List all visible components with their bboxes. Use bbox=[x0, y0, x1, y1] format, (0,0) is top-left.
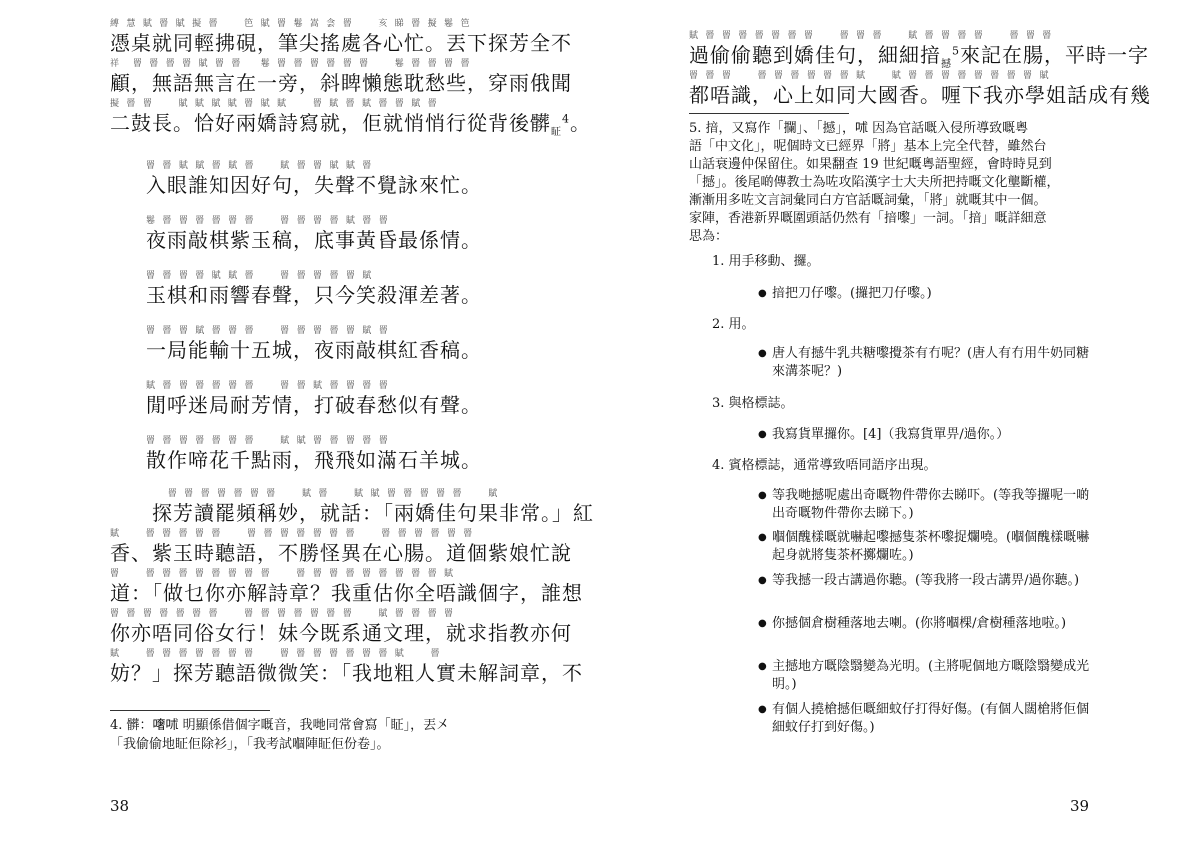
footnote-line: 思為： bbox=[689, 229, 729, 244]
footnote-line: 4. 髒：𠾏𠰲 明顯係借個字嘅音，我哋同常會寫「眐」，丟㐅 bbox=[110, 718, 450, 733]
gloss-line: 罾 罾 罾 罾 罾 罾 罾 賦 罾 賦 賦 罾 罾 罾 罾 罾 賦 bbox=[110, 489, 499, 499]
example-text: 你撼個倉樹種落地去喇。(你將嗰棵/倉樹種落地啦。) bbox=[772, 616, 1067, 631]
gloss-line: 賦 罾 罾 罾 罾 罾 罾 罾 罾 罾 罾 罾 罾 罾 罾 賦 罾 bbox=[110, 649, 441, 659]
footnote-line: 「撼」。後尾啲傳教士為咗攻陷漢字士大夫所把持嘅文化壟斷權， bbox=[689, 175, 1060, 190]
footnote-4 bbox=[110, 716, 530, 754]
example-text: 揞把刀仔嚟。(攞把刀仔嚟。) bbox=[772, 286, 932, 301]
bullet-icon: ● bbox=[758, 348, 767, 359]
gloss-line: 罾 罾 罾 賦 罾 罾 罾 罾 罾 罾 罾 罾 賦 罾 bbox=[146, 326, 389, 336]
footnote-ref-4: 4 bbox=[562, 112, 570, 126]
example-item bbox=[758, 658, 1102, 694]
text-line: 妨？」探芳聽語微微笑：「我地粗人實未解詞章，不 bbox=[110, 661, 583, 685]
list-label: 賓格標誌，通常導致唔同語序出現。 bbox=[728, 458, 937, 473]
definition-3 bbox=[712, 395, 794, 413]
list-number: 4. bbox=[712, 458, 725, 473]
bullet-icon: ● bbox=[758, 490, 767, 501]
footnote-rule bbox=[110, 710, 270, 711]
poem-line: 入眼誰知因好句，失聲不覺詠來忙。 bbox=[146, 173, 482, 197]
text-span: 過偷偷聽到嬌佳句，細細揞 bbox=[689, 43, 941, 67]
gloss-line: 賦 罾 罾 罾 罾 罾 罾 罾 罾 罾 罾 賦 罾 罾 罾 罾 罾 罾 罾 bbox=[689, 31, 1053, 41]
list-label: 用。 bbox=[728, 317, 755, 332]
footnote-line: 家陣，香港新界嘅圍頭話仍然有「揞嚟」一詞。「揞」嘅詳細意 bbox=[689, 211, 1047, 226]
gloss-line: 縛 慧 賦 罾 賦 擬 罾 笆 賦 罾 鬈 嵩 侌 罾 亥 睇 罾 擬 鬈 笆 bbox=[110, 19, 471, 29]
footnote-line: 漸漸用多咗文言詞彙同白方官話嘅詞彙，「將」就嘅其中一個。 bbox=[689, 193, 1047, 208]
poem-line: 一局能輸十五城，夜雨敲棋紅香稿。 bbox=[146, 338, 482, 362]
example-item bbox=[758, 426, 1102, 444]
list-number: 1. bbox=[712, 254, 725, 269]
text-line: 憑桌就同輕拂硯，筆尖搖處各心忙。丟下探芳全不 bbox=[110, 31, 572, 55]
annotation-sub: 眐 bbox=[551, 127, 562, 138]
example-item bbox=[758, 487, 1102, 523]
bullet-icon: ● bbox=[758, 618, 767, 629]
text-line: 都唔識，心上如同大國香。喱下我亦學姐話成有幾 bbox=[689, 83, 1151, 107]
example-item bbox=[758, 572, 1102, 590]
footnote-line: 5. 揞，又寫作「攔」、「撼」，𠰲 因為官話嘅入侵所導致嘅粵 bbox=[689, 121, 1029, 136]
example-text: 等我撼一段古講過你聽。(等我將一段古講畀/過你聽。) bbox=[772, 573, 1080, 588]
poem-line: 閒呼迷局耐芳情，打破春愁似有聲。 bbox=[146, 393, 482, 417]
poem-line: 夜雨敲棋紫玉稿，底事黃昏最係情。 bbox=[146, 228, 482, 252]
list-number: 2. bbox=[712, 317, 725, 332]
example-text: 嗰個醜樣嘅就嚇起嚟撼隻茶杯嚟捉爛嘵。(嗰個醜樣嘅嚇起身就將隻茶杯擲爛咗。) bbox=[772, 530, 1090, 563]
text-line: 香、紫玉時聽語，不勝怪異在心腸。道個紫娘忙說 bbox=[110, 541, 572, 565]
paragraph-1 bbox=[110, 18, 591, 136]
list-label: 與格標誌。 bbox=[728, 396, 794, 411]
gloss-line: 罾 罾 罾 罾 罾 罾 罾 賦 賦 罾 罾 罾 罾 罾 bbox=[146, 436, 389, 446]
example-item bbox=[758, 529, 1102, 565]
text-span: 來記在腸，平時一字 bbox=[960, 43, 1149, 67]
example-item bbox=[758, 701, 1102, 737]
bullet-icon: ● bbox=[758, 575, 767, 586]
top-text bbox=[689, 30, 1151, 108]
footnote-line: 山話衰邊仲保留住。如果翻查 19 世紀嘅粵語聖經，會時時見到 bbox=[689, 157, 1052, 172]
example-text: 有個人撓槍撼佢嘅細蚊仔打得好傷。(有個人闊槍將佢個細蚊仔打到好傷。) bbox=[772, 702, 1090, 735]
annotated-char: 髒 bbox=[530, 111, 551, 135]
footnote-rule bbox=[689, 113, 849, 114]
text-line: 顧，無語無言在一旁，斜睥懶態耽愁些，穿雨俄聞 bbox=[110, 71, 572, 95]
example-item bbox=[758, 345, 1102, 381]
list-label: 用手移動、攞。 bbox=[728, 254, 820, 269]
annotation-sub: 撼 bbox=[941, 59, 952, 70]
bullet-icon: ● bbox=[758, 704, 767, 715]
page-number: 39 bbox=[1070, 797, 1090, 815]
gloss-line: 罾 罾 賦 賦 罾 賦 罾 賦 罾 罾 賦 賦 罾 bbox=[146, 161, 373, 171]
footnote-5 bbox=[689, 120, 1094, 246]
example-text: 我寫貨單攞你。[4]（我寫貨單畀/過你。） bbox=[772, 427, 1010, 442]
gloss-line: 罾 罾 罾 罾 賦 賦 罾 罾 罾 罾 罾 罾 賦 bbox=[146, 271, 373, 281]
text-line: 道：「做乜你亦解詩章？我重估你全唔識個字，誰想 bbox=[110, 581, 583, 605]
example-item bbox=[758, 285, 1102, 303]
example-item bbox=[758, 615, 1102, 633]
poem bbox=[146, 160, 482, 473]
example-text: 主撼地方嘅陰翳變為光明。(主將呢個地方嘅陰翳變成光明。) bbox=[772, 659, 1090, 692]
footnote-line: 語「中文化」，呢個時文已經界「將」基本上完全代替，雖然台 bbox=[689, 139, 1047, 154]
text-line bbox=[689, 42, 1151, 68]
list-number: 3. bbox=[712, 396, 725, 411]
text-span: 。 bbox=[570, 111, 591, 135]
bullet-icon: ● bbox=[758, 532, 767, 543]
gloss-line: 罾 罾 罾 罾 罾 罾 罾 罾 罾 賦 賦 罾 罾 罾 罾 罾 罾 罾 罾 賦 bbox=[689, 71, 1050, 81]
poem-line: 散作啼花千點雨，飛飛如滿石羊城。 bbox=[146, 448, 482, 472]
gloss-line: 罾 罾 罾 罾 罾 罾 罾 罾 罾 罾 罾 罾 罾 罾 罾 罾 罾 罾 賦 bbox=[110, 569, 455, 579]
text-line: 探芳讀罷頻稱妙，就話：「兩嬌佳句果非常。」紅 bbox=[110, 501, 594, 525]
footnote-ref-5: 5 bbox=[952, 44, 960, 58]
gloss-line: 賦 罾 罾 罾 罾 罾 罾 罾 罾 賦 罾 罾 罾 罾 bbox=[146, 381, 389, 391]
gloss-line: 賦 罾 罾 罾 罾 罾 罾 罾 罾 罾 罾 罾 罾 罾 罾 罾 罾 罾 罾 bbox=[110, 529, 474, 539]
text-span: 二鼓長。恰好兩嬌詩寫就，佢就悄悄行從背後 bbox=[110, 111, 530, 135]
example-text: 等我哋撼呢處出奇嘅物件帶你去睇吓。(等我等攞呢一啲出奇嘅物件帶你去睇下。) bbox=[772, 488, 1090, 521]
definition-1 bbox=[712, 253, 820, 271]
poem-line: 玉棋和雨響春聲，只今笑殺渾差著。 bbox=[146, 283, 482, 307]
gloss-line: 罾 罾 罾 罾 罾 罾 罾 罾 罾 罾 罾 罾 罾 罾 賦 罾 罾 罾 罾 bbox=[110, 609, 455, 619]
right-page bbox=[600, 0, 1200, 848]
bullet-icon: ● bbox=[758, 429, 767, 440]
text-line bbox=[110, 110, 591, 136]
paragraph-2 bbox=[110, 488, 594, 686]
example-text: 唐人有撼牛乳共糖嚟攪茶有冇呢？(唐人有冇用牛奶同糖來溝茶呢？) bbox=[772, 346, 1090, 379]
footnote-line: 「我偷偷地眐佢除衫」，「我考試嗰陣眐佢份卷」。 bbox=[110, 737, 390, 752]
page-number: 38 bbox=[110, 797, 130, 815]
gloss-line: 祥 罾 罾 罾 罾 賦 罾 罾 鬈 罾 罾 罾 罾 罾 罾 鬈 罾 罾 罾 罾 bbox=[110, 59, 471, 69]
text-line: 你亦唔同俗女行！妹今既系通文理，就求指教亦何 bbox=[110, 621, 572, 645]
bullet-icon: ● bbox=[758, 288, 767, 299]
gloss-line: 擬 罾 罾 賦 賦 賦 賦 罾 賦 賦 罾 賦 罾 賦 罾 罾 賦 罾 bbox=[110, 99, 438, 109]
definition-2 bbox=[712, 316, 755, 334]
gloss-line: 鬈 罾 罾 罾 罾 罾 罾 罾 罾 罾 罾 賦 罾 罾 bbox=[146, 216, 389, 226]
bullet-icon: ● bbox=[758, 661, 767, 672]
definition-4 bbox=[712, 457, 937, 475]
